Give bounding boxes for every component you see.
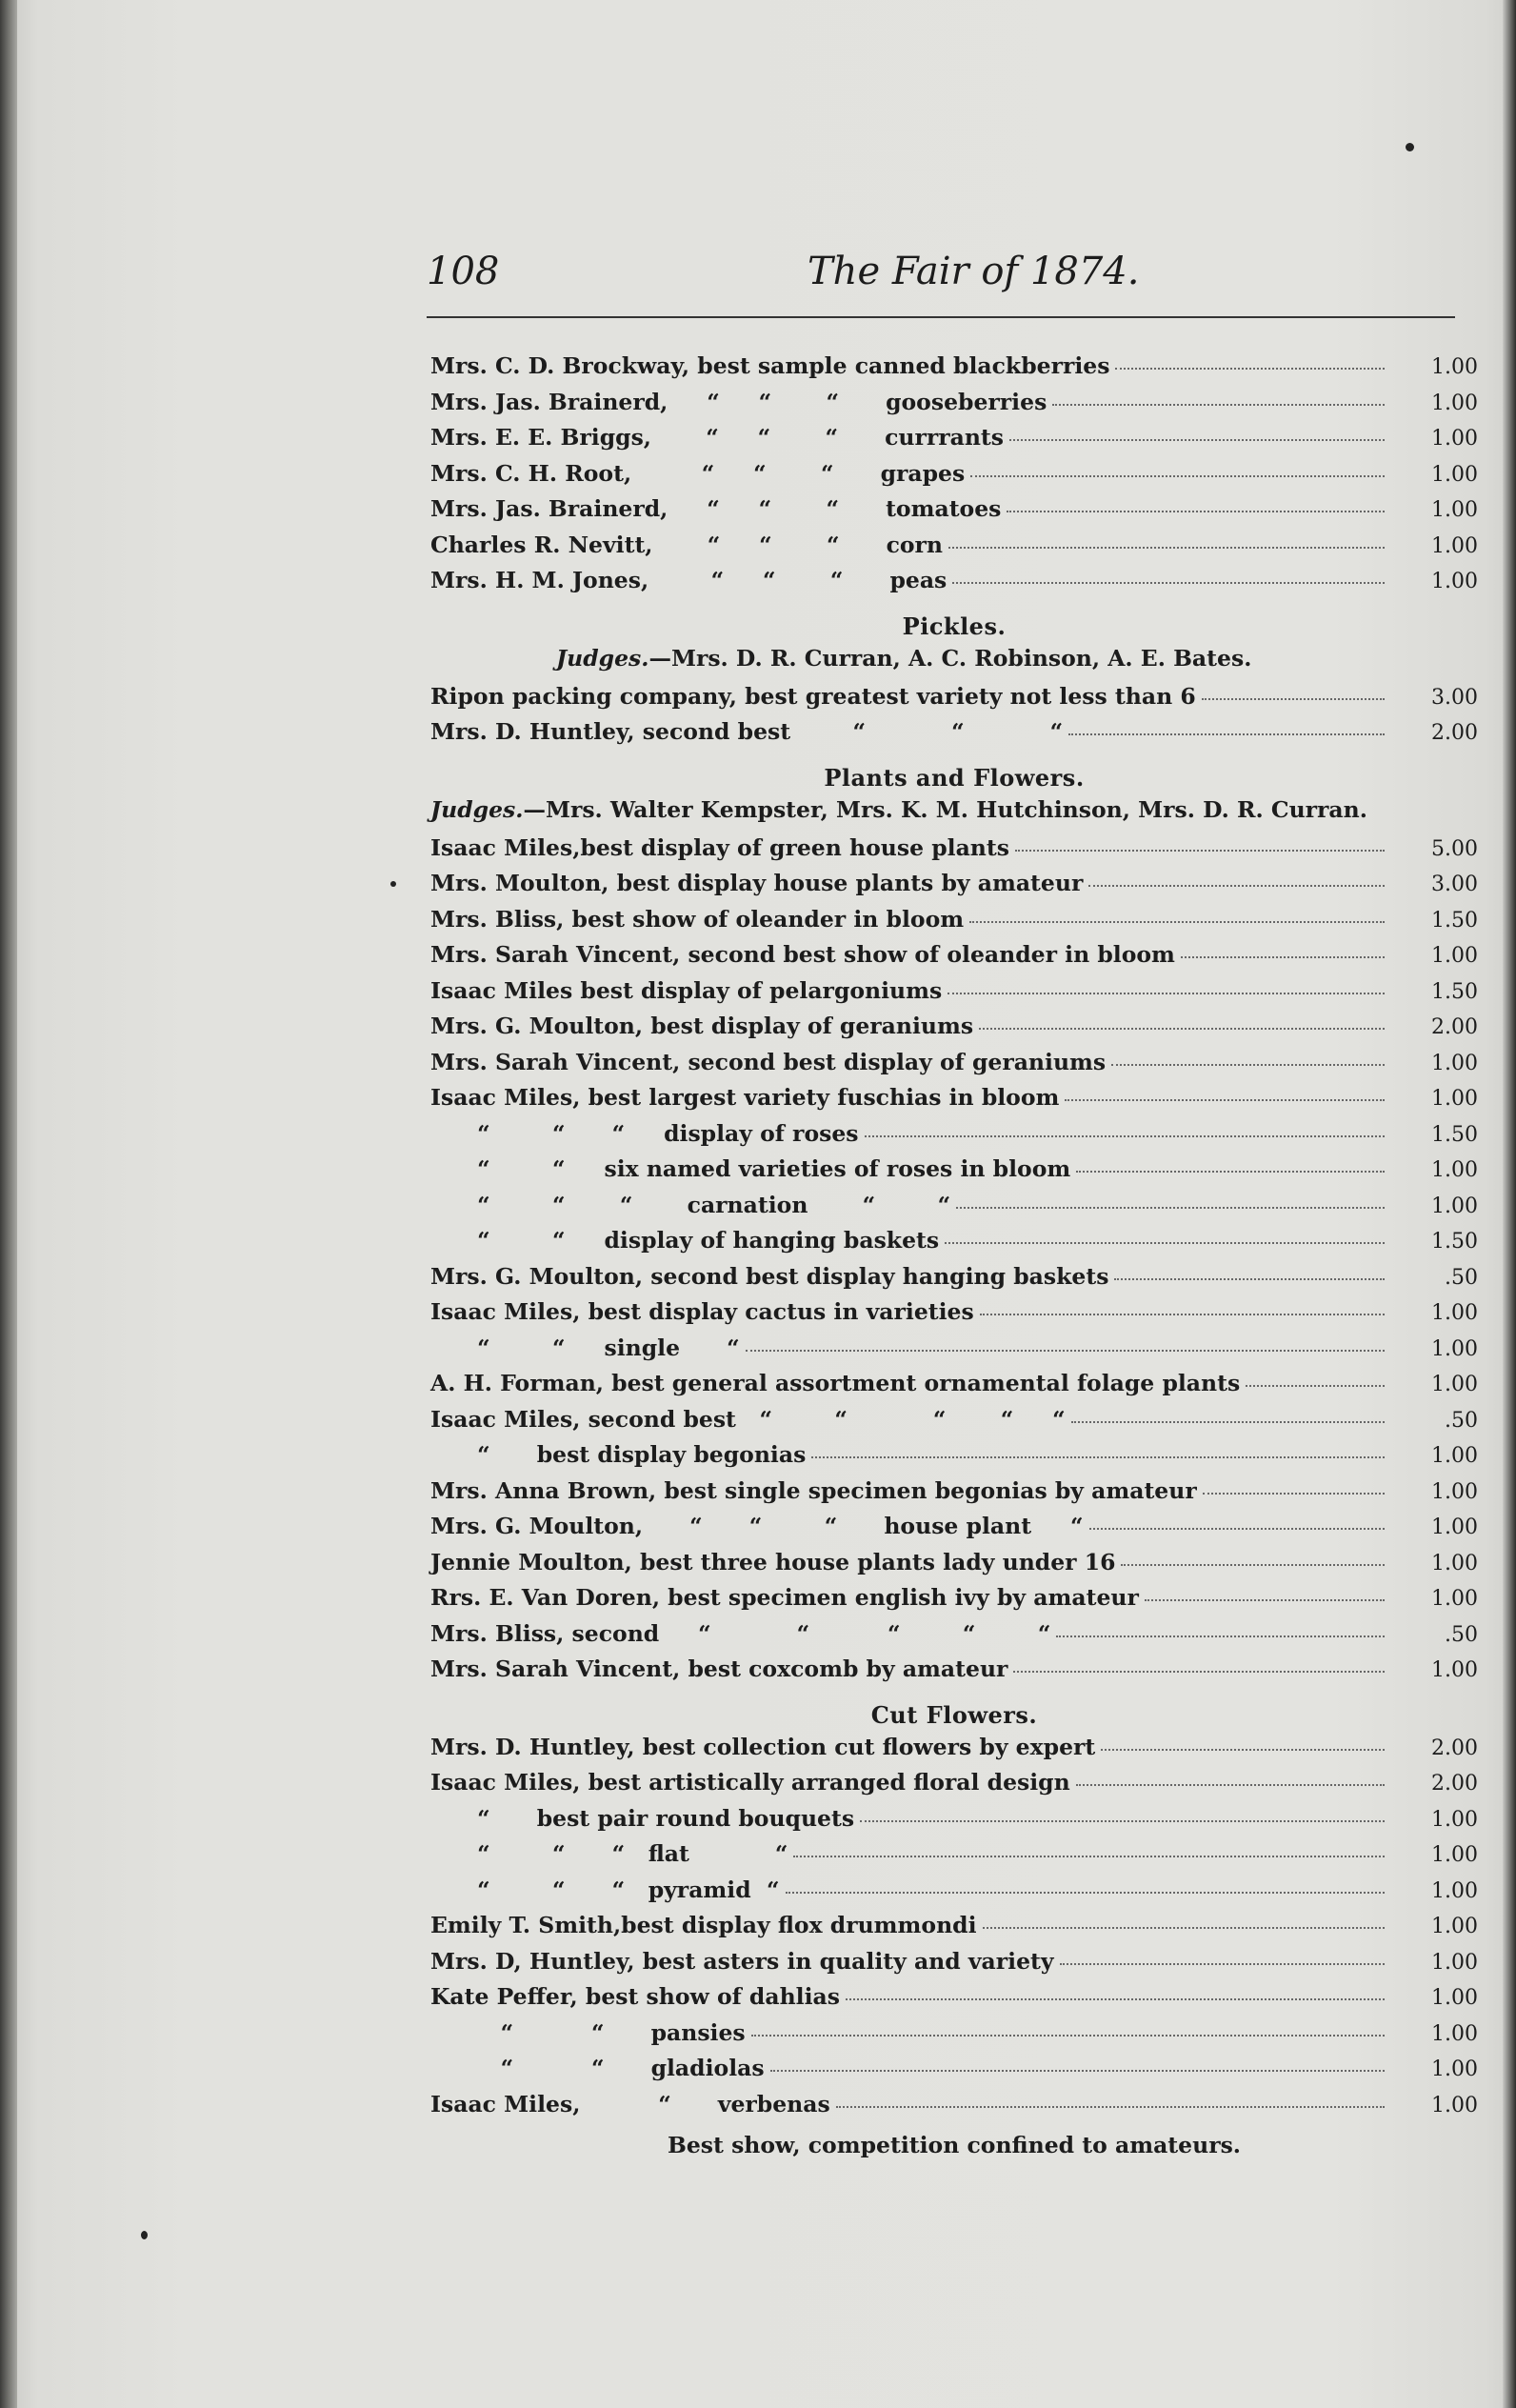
award-row (430, 567, 1478, 603)
award-row (430, 718, 1478, 754)
award-description: Mrs. Jas. Brainerd, “ “ “ tomatoes (430, 495, 1002, 522)
award-row (430, 1406, 1478, 1442)
award-description: Mrs. Bliss, best show of oleander in bloom (430, 905, 965, 933)
dot-leader (1068, 720, 1385, 735)
award-amount: 1.00 (1431, 2057, 1478, 2081)
award-amount: 1.00 (1431, 1915, 1478, 1938)
award-description: Charles R. Nevitt, “ “ “ corn (430, 531, 944, 558)
award-row (430, 1876, 1478, 1913)
award-description: “ “ “ carnation “ “ (430, 1191, 951, 1218)
dot-leader (1009, 426, 1385, 441)
award-description: Mrs. Anna Brown, best single specimen begonias by amateur (430, 1476, 1197, 1504)
award-amount: 1.00 (1431, 1336, 1478, 1361)
award-description: Emily T. Smith,best display flox drummondi (430, 1912, 977, 1938)
award-row (430, 1013, 1478, 1049)
award-row (430, 1263, 1478, 1299)
award-description: Ripon packing company, best greatest variety not less than 6 (430, 682, 1196, 710)
dot-leader (1071, 1407, 1385, 1422)
award-description: “ “ “ pyramid “ (430, 1876, 780, 1903)
award-amount: 1.50 (1431, 1230, 1478, 1254)
award-row (430, 424, 1478, 460)
award-amount: 1.00 (1431, 1515, 1478, 1539)
award-amount: 1.00 (1431, 1158, 1478, 1182)
award-amount: 1.00 (1431, 1986, 1478, 2010)
dot-leader (970, 461, 1385, 476)
ink-speck (1406, 143, 1414, 151)
dot-leader (1076, 1157, 1385, 1173)
award-description: Mrs. Sarah Vincent, second best display of geraniums (430, 1048, 1107, 1075)
dot-leader (956, 1193, 1385, 1208)
award-row (430, 977, 1478, 1013)
award-amount: 1.50 (1431, 979, 1478, 1004)
dot-leader (1202, 684, 1385, 699)
award-amount: 3.00 (1431, 873, 1478, 896)
section-heading-cut-flowers: Cut Flowers. (870, 1700, 1038, 1729)
dot-leader (1203, 1478, 1385, 1494)
dot-leader (793, 1842, 1385, 1857)
award-row (430, 1155, 1478, 1192)
judges-line-plants (430, 796, 1478, 834)
award-description: Mrs. G. Moulton, second best display hanging baskets (430, 1262, 1109, 1290)
award-description: “ “ pansies (430, 2018, 746, 2046)
award-row (430, 2091, 1478, 2127)
judges-label: Judges. (556, 644, 649, 672)
award-amount: 1.00 (1431, 1843, 1478, 1867)
dot-leader (786, 1877, 1385, 1893)
award-row (430, 1441, 1478, 1477)
award-amount: 2.00 (1431, 1736, 1478, 1760)
award-row (430, 834, 1478, 871)
dot-leader (948, 532, 1385, 548)
award-amount: 1.00 (1431, 1807, 1478, 1832)
award-description: Mrs. G. Moulton, best display of geraniums (430, 1013, 974, 1039)
award-amount: 1.00 (1431, 1950, 1478, 1975)
award-description: Isaac Miles,best display of green house plants (430, 833, 1009, 861)
dot-leader (1065, 1086, 1385, 1101)
award-description: Mrs. E. E. Briggs, “ “ “ currrants (430, 424, 1005, 451)
award-amount: 1.00 (1431, 1658, 1478, 1682)
award-description: Isaac Miles, best largest variety fuschias in bloom (430, 1084, 1060, 1111)
award-description: “ “ gladiolas (430, 2055, 765, 2081)
award-amount: 1.00 (1431, 462, 1478, 487)
premium-list (430, 352, 1478, 2164)
award-row (430, 1049, 1478, 1085)
award-description: “ “ single “ (430, 1334, 740, 1361)
dot-leader (1246, 1372, 1385, 1387)
award-amount: 1.00 (1431, 1194, 1478, 1218)
award-amount: 1.00 (1431, 1551, 1478, 1575)
award-amount: 1.50 (1431, 908, 1478, 933)
award-amount: 1.00 (1431, 1878, 1478, 1903)
award-amount: .50 (1445, 1622, 1478, 1647)
award-row (430, 532, 1478, 568)
award-description: Isaac Miles, best display cactus in varieties (430, 1298, 974, 1325)
award-amount: 1.00 (1431, 2093, 1478, 2117)
plants-section (430, 834, 1478, 1692)
dot-leader (1007, 497, 1385, 512)
award-row (430, 1656, 1478, 1692)
dot-leader (836, 2092, 1385, 2107)
award-row (430, 1298, 1478, 1334)
award-row (430, 1192, 1478, 1228)
canned-section (430, 352, 1478, 603)
award-description: Mrs. Bliss, second “ “ “ “ “ (430, 1619, 1051, 1647)
dot-leader (746, 1335, 1385, 1351)
award-amount: 1.00 (1431, 2021, 1478, 2046)
award-amount: 1.00 (1431, 533, 1478, 558)
award-amount: .50 (1445, 1265, 1478, 1290)
dot-leader (846, 1985, 1385, 2000)
judges-names: —Mrs. Walter Kempster, Mrs. K. M. Hutchinson, Mrs. D. R. Curran. (523, 795, 1367, 823)
award-amount: 1.00 (1431, 1087, 1478, 1111)
award-row (430, 1584, 1478, 1620)
dot-leader (1121, 1550, 1385, 1565)
page-number: 108 (427, 250, 500, 293)
award-row (430, 1513, 1478, 1549)
award-row (430, 460, 1478, 496)
dot-leader (1052, 390, 1385, 405)
award-description: Mrs. C. D. Brockway, best sample canned blackberries (430, 352, 1110, 379)
award-amount: 1.00 (1431, 1479, 1478, 1504)
section-heading-plants: Plants and Flowers. (824, 763, 1085, 792)
book-binding (0, 0, 17, 2408)
award-description: Mrs. D, Huntley, best asters in quality and variety (430, 1947, 1054, 1975)
award-amount: 1.00 (1431, 1051, 1478, 1075)
judges-label: Judges. (430, 795, 524, 823)
award-amount: 1.00 (1431, 1301, 1478, 1325)
award-description: “ best display begonias (430, 1441, 807, 1468)
award-description: Mrs. G. Moulton, “ “ “ house plant “ (430, 1513, 1084, 1539)
award-description: “ “ “ display of roses (430, 1119, 859, 1147)
award-row (430, 495, 1478, 532)
dot-leader (945, 1229, 1385, 1244)
award-row (430, 1840, 1478, 1876)
page-edge-shadow (1503, 0, 1516, 2408)
dot-leader (1056, 1621, 1385, 1636)
award-amount: 1.00 (1431, 1587, 1478, 1611)
award-amount: 1.00 (1431, 1444, 1478, 1468)
running-title: The Fair of 1874. (808, 250, 1140, 293)
page-header (427, 250, 1455, 307)
award-row (430, 352, 1478, 389)
dot-leader (811, 1443, 1385, 1458)
dot-leader (1101, 1735, 1385, 1750)
award-row (430, 1477, 1478, 1514)
judges-names: —Mrs. D. R. Curran, A. C. Robinson, A. E. Bates. (648, 644, 1252, 672)
award-row (430, 941, 1478, 977)
dot-leader (1013, 1657, 1385, 1673)
dot-leader (1088, 872, 1385, 887)
award-amount: 3.00 (1431, 685, 1478, 710)
award-description: Jennie Moulton, best three house plants lady under 16 (430, 1548, 1116, 1575)
award-amount: .50 (1445, 1408, 1478, 1433)
award-row (430, 1948, 1478, 1984)
dot-leader (865, 1121, 1385, 1136)
award-amount: 1.00 (1431, 498, 1478, 522)
award-description: Mrs. C. H. Root, “ “ “ grapes (430, 459, 966, 487)
award-amount: 2.00 (1431, 1772, 1478, 1796)
award-row (430, 1334, 1478, 1371)
dot-leader (952, 569, 1385, 584)
award-row (430, 1227, 1478, 1263)
award-amount: 1.00 (1431, 1373, 1478, 1396)
award-description: Mrs. Moulton, best display house plants by amateur (430, 870, 1084, 896)
award-amount: 1.00 (1431, 427, 1478, 451)
award-amount: 2.00 (1431, 721, 1478, 745)
dot-leader (770, 2057, 1385, 2072)
award-row (430, 870, 1478, 906)
award-row (430, 1120, 1478, 1156)
award-row (430, 1734, 1478, 1770)
award-description: “ “ “ flat “ (430, 1840, 788, 1867)
judges-line-pickles (430, 645, 1478, 683)
award-row (430, 2019, 1478, 2056)
award-description: Isaac Miles, second best “ “ “ “ “ (430, 1405, 1066, 1433)
award-amount: 5.00 (1431, 836, 1478, 861)
award-description: Isaac Miles, “ verbenas (430, 2090, 830, 2117)
award-description: Kate Peffer, best show of dahlias (430, 1983, 840, 2010)
award-amount: 1.00 (1431, 391, 1478, 415)
award-description: “ “ display of hanging baskets (430, 1227, 940, 1254)
dot-leader (979, 1014, 1385, 1030)
dot-leader (1145, 1586, 1385, 1601)
dot-leader (1115, 354, 1385, 370)
award-row (430, 1805, 1478, 1841)
award-row (430, 1549, 1478, 1585)
cut-flowers-section (430, 1734, 1478, 2127)
dot-leader (1060, 1949, 1385, 1964)
award-description: “ best pair round bouquets (430, 1804, 855, 1832)
pickles-section (430, 683, 1478, 754)
award-amount: 2.00 (1431, 1015, 1478, 1039)
award-row (430, 1620, 1478, 1656)
award-description: Isaac Miles, best artistically arranged floral design (430, 1769, 1070, 1796)
dot-leader (1114, 1264, 1385, 1279)
closing-note: Best show, competition confined to amateurs. (667, 2132, 1241, 2158)
award-description: Mrs. Sarah Vincent, second best show of oleander in bloom (430, 941, 1175, 968)
dot-leader (948, 978, 1385, 993)
award-description: Mrs. Sarah Vincent, best coxcomb by amateur (430, 1656, 1008, 1682)
award-description: Rrs. E. Van Doren, best specimen english ivy by amateur (430, 1584, 1139, 1611)
dot-leader (980, 1300, 1385, 1315)
award-row (430, 1084, 1478, 1120)
award-description: Isaac Miles best display of pelargoniums (430, 976, 943, 1004)
award-row (430, 683, 1478, 719)
section-heading-pickles: Pickles. (902, 612, 1007, 640)
award-row (430, 1370, 1478, 1406)
award-row (430, 906, 1478, 942)
dot-leader (860, 1806, 1385, 1821)
dot-leader (1089, 1515, 1385, 1530)
dot-leader (969, 907, 1385, 922)
dot-leader (1076, 1771, 1385, 1786)
dot-leader (751, 2020, 1385, 2036)
award-row (430, 1769, 1478, 1805)
award-description: Mrs. D. Huntley, second best “ “ “ (430, 718, 1064, 745)
dot-leader (1181, 943, 1385, 958)
award-row (430, 1983, 1478, 2019)
ink-speck (141, 2231, 148, 2239)
header-rule (427, 316, 1455, 318)
dot-leader (983, 1914, 1385, 1929)
award-row (430, 2055, 1478, 2091)
award-amount: 1.50 (1431, 1122, 1478, 1147)
award-amount: 1.00 (1431, 355, 1478, 379)
ink-speck (390, 881, 396, 887)
award-row (430, 389, 1478, 425)
award-description: Mrs. H. M. Jones, “ “ “ peas (430, 567, 948, 593)
award-row (430, 1912, 1478, 1948)
dot-leader (1111, 1050, 1385, 1065)
award-description: “ “ six named varieties of roses in bloom (430, 1155, 1071, 1182)
award-description: Mrs. Jas. Brainerd, “ “ “ gooseberries (430, 388, 1047, 415)
award-description: Mrs. D. Huntley, best collection cut flowers by expert (430, 1733, 1096, 1760)
award-amount: 1.00 (1431, 944, 1478, 968)
dot-leader (1015, 835, 1385, 851)
award-amount: 1.00 (1431, 570, 1478, 593)
award-description: A. H. Forman, best general assortment ornamental folage plants (430, 1370, 1241, 1396)
